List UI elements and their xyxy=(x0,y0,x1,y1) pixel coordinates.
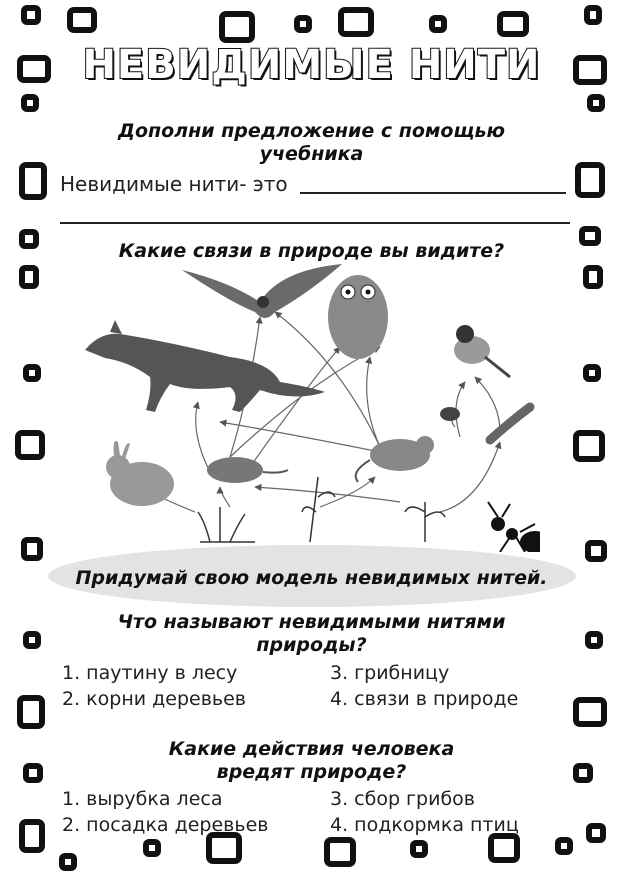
plant-icon xyxy=(198,477,445,542)
quiz2-option-1[interactable]: 1. вырубка леса xyxy=(62,788,223,810)
answer-line-1[interactable] xyxy=(300,192,566,194)
fox-icon xyxy=(85,320,325,412)
quiz1-question-line1: Что называют невидимыми нитями xyxy=(117,611,506,633)
owl-icon xyxy=(328,275,388,359)
eagle-icon xyxy=(182,264,342,318)
vole-icon xyxy=(207,457,288,483)
task1-question-line2: учебника xyxy=(259,143,364,165)
caterpillar-icon xyxy=(490,407,530,440)
quiz1-option-3[interactable]: 3. грибницу xyxy=(330,662,450,684)
task2-question: Какие связи в природе вы видите? xyxy=(118,240,505,262)
quiz2-question-line1: Какие действия человека xyxy=(168,738,455,760)
quiz1-option-2[interactable]: 2. корни деревьев xyxy=(62,688,246,710)
page-title: НЕВИДИМЫЕ НИТИ xyxy=(82,42,541,88)
quiz1-option-1[interactable]: 1. паутину в лесу xyxy=(62,662,238,684)
mouse-icon xyxy=(356,436,434,482)
ant-icon xyxy=(488,502,540,552)
rabbit-icon xyxy=(106,441,174,506)
banner-text: Придумай свою модель невидимых нитей. xyxy=(75,567,548,589)
quiz1-option-4[interactable]: 4. связи в природе xyxy=(330,688,519,710)
quiz2-question-line2: вредят природе? xyxy=(216,761,407,783)
quiz2-option-4[interactable]: 4. подкормка птиц xyxy=(330,814,519,836)
quiz1-question-line2: природы? xyxy=(256,634,367,656)
quiz2-option-2[interactable]: 2. посадка деревьев xyxy=(62,814,269,836)
answer-line-2[interactable] xyxy=(60,222,570,224)
beetle-icon xyxy=(440,407,460,421)
task1-question-line1: Дополни предложение с помощью xyxy=(118,120,505,142)
task1-sentence-start: Невидимые нити- это xyxy=(60,172,288,196)
food-web-diagram xyxy=(80,262,540,552)
quiz2-option-3[interactable]: 3. сбор грибов xyxy=(330,788,475,810)
tit-bird-icon xyxy=(454,325,510,377)
